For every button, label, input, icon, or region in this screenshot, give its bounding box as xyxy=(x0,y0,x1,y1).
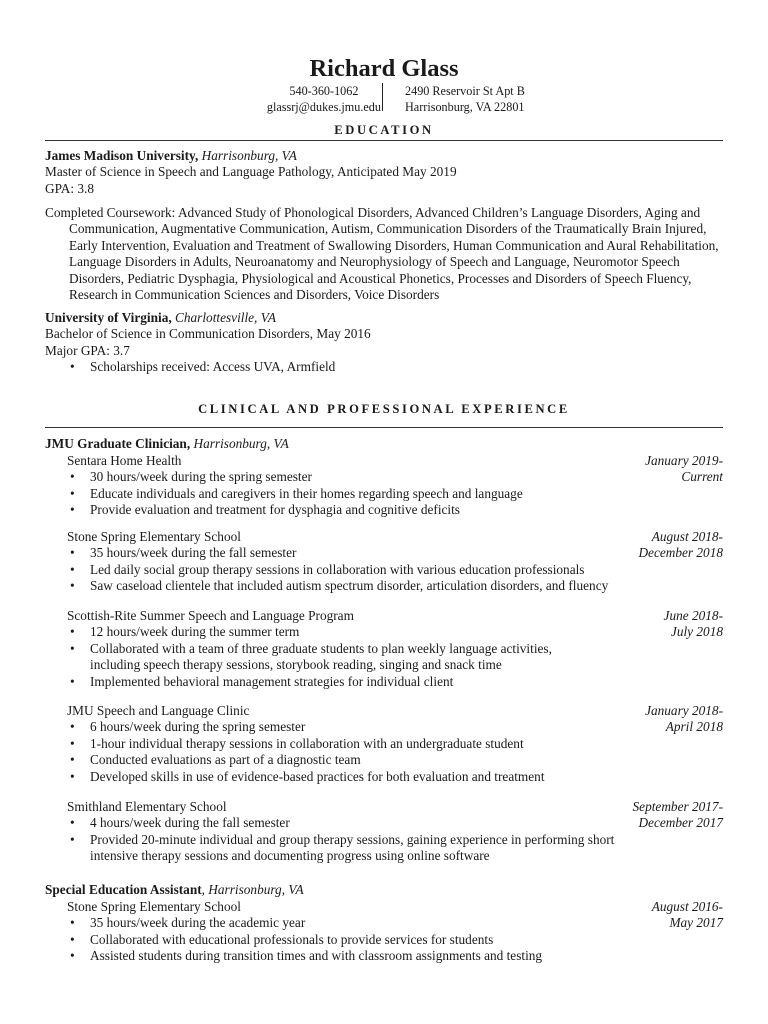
site-dates xyxy=(664,608,723,641)
uva-degree: Bachelor of Science in Communication Disorders, May 2016 xyxy=(45,326,371,342)
candidate-name: Richard Glass xyxy=(309,55,459,82)
date-end: Current xyxy=(681,469,723,485)
site-name: Sentara Home Health xyxy=(67,453,182,468)
assistant-role-line xyxy=(45,882,723,898)
site-stone-spring xyxy=(45,529,723,595)
phone-number: 540-360-1062 xyxy=(289,84,359,98)
contact-right xyxy=(405,83,525,115)
contact-left xyxy=(267,83,381,115)
date-start: September 2017- xyxy=(632,799,723,814)
experience-rule xyxy=(45,427,723,428)
list-item: • Collaborated with a team of three graduate students to plan weekly language activities, including speech therapy sessions, storybook reading, singing and snack time xyxy=(45,641,565,674)
date-end: December 2018 xyxy=(638,545,723,561)
jmu-gpa: GPA: 3.8 xyxy=(45,180,95,196)
experience-heading: CLINICAL AND PROFESSIONAL EXPERIENCE xyxy=(198,402,570,416)
email-address: glassrj@dukes.jmu.edu xyxy=(266,100,381,114)
jmu-school: James Madison University, xyxy=(45,148,199,163)
jmu-location: Harrisonburg, VA xyxy=(201,148,297,163)
address-line-2: Harrisonburg, VA 22801 xyxy=(405,100,525,114)
list-item: • 30 hours/week during the spring semester xyxy=(45,469,723,485)
list-item: • Collaborated with educational professionals to provide services for students xyxy=(45,932,723,948)
site-scottish-rite xyxy=(45,608,723,690)
list-item: • Assisted students during transition times and with classroom assignments and testing xyxy=(45,948,723,964)
contact-divider xyxy=(382,83,383,111)
site-name: JMU Speech and Language Clinic xyxy=(67,703,250,718)
assistant-role: Special Education Assistant xyxy=(45,882,202,897)
list-item: • 35 hours/week during the academic year xyxy=(45,915,723,931)
list-item: • 6 hours/week during the spring semester xyxy=(45,719,723,735)
jmu-degree: Master of Science in Speech and Language Pathology, Anticipated May 2019 xyxy=(45,164,457,180)
list-item: • 35 hours/week during the fall semester xyxy=(45,545,723,561)
contact-info xyxy=(45,83,723,117)
education-jmu xyxy=(45,148,723,197)
list-item: • 4 hours/week during the fall semester xyxy=(45,815,635,831)
education-rule xyxy=(45,140,723,141)
clinician-role: JMU Graduate Clinician, xyxy=(45,436,191,451)
list-item: • 1-hour individual therapy sessions in collaboration with an undergraduate student xyxy=(45,736,723,752)
uva-school: University of Virginia, xyxy=(45,310,172,325)
list-item: • Conducted evaluations as part of a diagnostic team xyxy=(45,752,723,768)
jmu-coursework: Completed Coursework: Advanced Study of Phonological Disorders, Advanced Children’s Language Disorders, Aging and Communication, Augmentative Communication, Autism, Communication Disorders of the Traumatically Brain Injured, Early Intervention, Evaluation and Treatment of Swallowing Disorders, Human Communication and Aural Rehabilitation, Language Disorders in Adults, Neuroanatomy and Neurophysiology of Speech and Language, Neuromotor Speech Disorders, Pediatric Dysphagia, Physiological and Acoustical Phonetics, Processes and Disorders of Speech Fluency, Research in Communication Sciences and Disorders, Voice Disorders xyxy=(45,205,719,303)
date-end: July 2018 xyxy=(670,624,723,640)
date-start: June 2018- xyxy=(663,608,723,623)
address-line-1: 2490 Reservoir St Apt B xyxy=(405,84,525,98)
site-name: Smithland Elementary School xyxy=(67,799,227,814)
date-start: August 2016- xyxy=(651,899,723,914)
site-assistant-stone-spring xyxy=(45,899,723,965)
education-uva xyxy=(45,310,723,376)
site-dates xyxy=(633,799,723,832)
jmu-coursework-block xyxy=(45,205,723,303)
site-name: Stone Spring Elementary School xyxy=(67,529,241,544)
date-end: May 2017 xyxy=(669,915,723,931)
list-item: • Implemented behavioral management strategies for individual client xyxy=(45,674,565,690)
site-name: Scottish-Rite Summer Speech and Language Program xyxy=(67,608,354,623)
uva-gpa: Major GPA: 3.7 xyxy=(45,342,130,358)
list-item: • 12 hours/week during the summer term xyxy=(45,624,565,640)
date-end: April 2018 xyxy=(665,719,723,735)
date-start: August 2018- xyxy=(651,529,723,544)
assistant-location: , Harrisonburg, VA xyxy=(201,882,304,897)
education-heading: EDUCATION xyxy=(334,123,434,137)
site-smithland xyxy=(45,799,723,865)
clinician-location: Harrisonburg, VA xyxy=(193,436,289,451)
uva-location: Charlottesville, VA xyxy=(175,310,276,325)
clinician-role-line xyxy=(45,436,723,452)
list-item: • Saw caseload clientele that included autism spectrum disorder, articulation disorders, and fluency xyxy=(45,578,723,594)
site-jmu-clinic xyxy=(45,703,723,785)
list-item: • Developed skills in use of evidence-based practices for both evaluation and treatment xyxy=(45,769,723,785)
list-item: • Provided 20-minute individual and group therapy sessions, gaining experience in performing short intensive therapy sessions and documenting progress using online software xyxy=(45,832,635,865)
uva-scholarship-bullet: • Scholarships received: Access UVA, Armfield xyxy=(45,359,723,375)
date-start: January 2018- xyxy=(645,703,723,718)
list-item: • Educate individuals and caregivers in their homes regarding speech and language xyxy=(45,486,723,502)
date-end: December 2017 xyxy=(638,815,723,831)
site-sentara xyxy=(45,453,723,519)
site-name: Stone Spring Elementary School xyxy=(67,899,241,914)
list-item: • Provide evaluation and treatment for dysphagia and cognitive deficits xyxy=(45,502,723,518)
date-start: January 2019- xyxy=(645,453,723,468)
list-item: • Led daily social group therapy sessions in collaboration with various education professionals xyxy=(45,562,723,578)
